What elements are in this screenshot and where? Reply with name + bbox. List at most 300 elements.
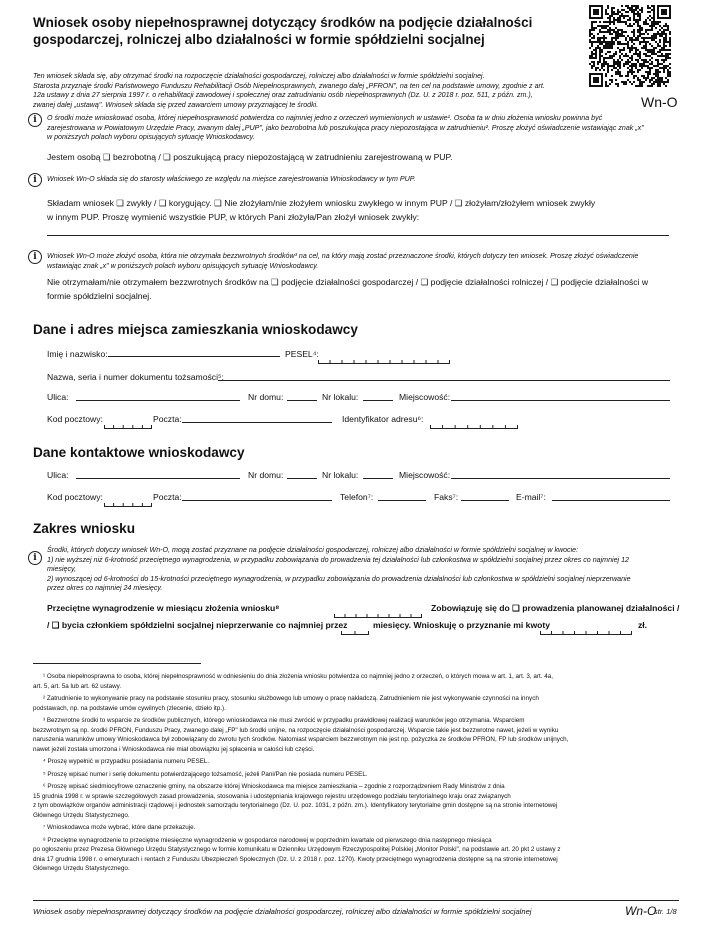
address-id-input[interactable] [430, 416, 518, 422]
qr-module [659, 71, 661, 73]
qr-module [595, 55, 597, 57]
qr-module [625, 83, 627, 85]
qr-module [657, 73, 659, 75]
qr-module [655, 69, 657, 71]
qr-finder-inner [593, 9, 599, 15]
qr-module [639, 19, 641, 21]
qr-module [599, 69, 601, 71]
info-line: 1) nie wyższej niż 6-krotność przeciętnego wynagrodzenia, w przypadku zobowiązania do prowadzenia tej działalności lub członkostwa w spółdzielni socjalnej przez okres co najmniej 12 [47, 555, 629, 564]
qr-module [623, 9, 625, 11]
qr-module [601, 49, 603, 51]
qr-module [651, 35, 653, 37]
qr-module [621, 9, 623, 11]
qr-module [643, 59, 645, 61]
qr-module [653, 33, 655, 35]
qr-module [643, 45, 645, 47]
qr-module [651, 77, 653, 79]
post-office-input[interactable] [182, 422, 332, 423]
section-heading-residence: Dane i adres miejsca zamieszkania wnioskodawcy [33, 322, 358, 337]
qr-module [621, 29, 623, 31]
contact-flat-label: Nr lokalu: [322, 470, 359, 480]
qr-module [639, 29, 641, 31]
qr-module [625, 63, 627, 65]
qr-code-icon [589, 5, 671, 87]
form-title-line2: gospodarczej, rolniczej albo działalności w formie spółdzielni socjalnej [33, 32, 485, 47]
qr-module [607, 29, 609, 31]
qr-module [657, 23, 659, 25]
qr-module [637, 71, 639, 73]
pesel-input[interactable] [318, 351, 450, 357]
contact-city-label: Miejscowość: [399, 470, 451, 480]
qr-module [631, 47, 633, 49]
qr-module [651, 49, 653, 51]
qr-module [631, 55, 633, 57]
qr-module [629, 71, 631, 73]
qr-module [645, 55, 647, 57]
qr-module [619, 71, 621, 73]
qr-module [641, 63, 643, 65]
qr-module [649, 19, 651, 21]
avg-wage-input[interactable] [334, 605, 422, 611]
qr-module [643, 47, 645, 49]
qr-module [613, 29, 615, 31]
qr-module [593, 53, 595, 55]
qr-module [627, 71, 629, 73]
info-line: miesięcy, [47, 565, 77, 574]
qr-module [611, 15, 613, 17]
qr-module [655, 33, 657, 35]
qr-module [609, 45, 611, 47]
street-input[interactable] [76, 400, 240, 401]
qr-module [635, 5, 637, 7]
flat-number-input[interactable] [363, 400, 393, 401]
qr-module [611, 41, 613, 43]
qr-module [637, 5, 639, 7]
qr-module [593, 57, 595, 59]
qr-module [655, 21, 657, 23]
name-input[interactable] [108, 356, 280, 357]
qr-module [647, 41, 649, 43]
qr-module [659, 63, 661, 65]
qr-module [599, 59, 601, 61]
qr-module [629, 47, 631, 49]
qr-module [669, 45, 671, 47]
qr-module [631, 41, 633, 43]
qr-module [665, 53, 667, 55]
qr-module [593, 37, 595, 39]
intro-line: 12a ustawy z dnia 27 sierpnia 1997 r. o rehabilitacji zawodowej i społecznej oraz zatrudnianiu osób niepełnosprawnych (Dz. U. z 2018 r. poz. 511, z późn. zm.), [33, 91, 533, 100]
qr-module [621, 75, 623, 77]
qr-module [625, 15, 627, 17]
id-document-input[interactable] [218, 380, 670, 381]
qr-module [625, 43, 627, 45]
qr-module [639, 33, 641, 35]
qr-module [619, 67, 621, 69]
qr-module [615, 67, 617, 69]
qr-module [595, 53, 597, 55]
qr-module [621, 31, 623, 33]
qr-module [653, 35, 655, 37]
qr-module [599, 39, 601, 41]
qr-module [633, 11, 635, 13]
qr-module [651, 23, 653, 25]
contact-postcode-input[interactable] [104, 494, 152, 500]
info-amount-ranges [47, 546, 675, 594]
postcode-input[interactable] [104, 416, 152, 422]
qr-module [633, 5, 635, 7]
footnote-line: naruszenia warunków umowy Wnioskodawca był zobowiązany do zwrotu tych środków. Natomiast wsparciem bezzwrotnym nie jest np. pożyczka ze środków PFRON, FP lub środków unijnych, [33, 736, 569, 743]
qr-module [609, 65, 611, 67]
qr-module [651, 67, 653, 69]
qr-module [605, 31, 607, 33]
qr-module [641, 67, 643, 69]
qr-module [651, 85, 653, 87]
qr-module [651, 53, 653, 55]
qr-module [663, 61, 665, 63]
qr-module [589, 35, 591, 37]
qr-module [613, 11, 615, 13]
footnote-line: podstawach, np. na podstawie umów cywilnych (zlecenie, dzieło itp.). [33, 704, 226, 712]
qr-module [641, 65, 643, 67]
qr-module [651, 63, 653, 65]
footnote-divider [33, 663, 201, 664]
footnote-line: po ogłoszeniu przez Prezesa Głównego Urzędu Statystycznego w formie komunikatu w Dzienniku Urzędowym Rzeczypospolitej Polskiej „Monitor Polski", na podstawie art. 20 pkt 2 ustawy z [33, 846, 561, 853]
qr-module [623, 47, 625, 49]
qr-module [653, 73, 655, 75]
qr-module [665, 55, 667, 57]
qr-module [595, 21, 597, 23]
street-label: Ulica: [47, 392, 69, 402]
qr-module [651, 17, 653, 19]
city-input[interactable] [451, 400, 670, 401]
qr-module [619, 63, 621, 65]
qr-module [653, 37, 655, 39]
qr-module [647, 61, 649, 63]
qr-module [639, 57, 641, 59]
qr-module [613, 55, 615, 57]
qr-module [633, 39, 635, 41]
qr-module [627, 19, 629, 21]
commitment-label[interactable]: Zobowiązuję się do ❑ prowadzenia planowanej działalności / [431, 603, 680, 613]
qr-module [645, 59, 647, 61]
qr-module [611, 55, 613, 57]
qr-module [627, 59, 629, 61]
qr-module [639, 41, 641, 43]
qr-module [621, 53, 623, 55]
qr-module [621, 5, 623, 7]
info-icon: i [28, 173, 42, 187]
qr-module [637, 49, 639, 51]
qr-module [633, 9, 635, 11]
qr-module [615, 35, 617, 37]
qr-module [593, 27, 595, 29]
qr-module [643, 75, 645, 77]
qr-module [651, 9, 653, 11]
qr-module [665, 45, 667, 47]
qr-module [593, 49, 595, 51]
qr-module [635, 53, 637, 55]
qr-module [647, 49, 649, 51]
qr-module [613, 63, 615, 65]
footnote-line: Głównego Urzędu Statystycznego. [33, 865, 130, 872]
qr-module [599, 25, 601, 27]
qr-module [667, 25, 669, 27]
qr-module [663, 49, 665, 51]
months-input[interactable] [341, 622, 369, 628]
contact-house-input[interactable] [287, 478, 317, 479]
qr-module [591, 25, 593, 27]
qr-module [609, 79, 611, 81]
qr-module [637, 77, 639, 79]
qr-module [659, 81, 661, 83]
qr-module [611, 57, 613, 59]
qr-module [609, 51, 611, 53]
qr-module [649, 59, 651, 61]
qr-module [663, 41, 665, 43]
statement-unemployed[interactable]: Jestem osobą ❑ bezrobotną / ❑ poszukującą pracy niepozostającą w zatrudnieniu zarejestrowaną w PUP. [47, 152, 453, 162]
qr-module [667, 81, 669, 83]
qr-module [651, 45, 653, 47]
qr-module [593, 35, 595, 37]
qr-module [637, 55, 639, 57]
contact-city-input[interactable] [451, 478, 670, 479]
qr-module [649, 15, 651, 17]
qr-module [631, 69, 633, 71]
qr-module [663, 67, 665, 69]
statement-application-type[interactable] [47, 196, 673, 224]
qr-module [669, 41, 671, 43]
qr-module [655, 41, 657, 43]
contact-flat-input[interactable] [363, 478, 393, 479]
qr-module [621, 13, 623, 15]
post-office-label: Poczta: [153, 414, 182, 424]
qr-module [603, 27, 605, 29]
qr-module [657, 85, 659, 87]
qr-module [667, 73, 669, 75]
footnote-line: dnia 17 grudnia 1998 r. o emeryturach i rentach z Funduszu Ubezpieczeń Społecznych (Dz. U. z 2018 r. poz. 1270). Kwoty przeciętnego wynagrodzenia dostępne są na stronie internetowej [33, 855, 558, 863]
qr-module [591, 61, 593, 63]
qr-module [597, 25, 599, 27]
qr-module [605, 81, 607, 83]
qr-module [641, 81, 643, 83]
qr-module [597, 47, 599, 49]
qr-module [649, 11, 651, 13]
currency-label: zł. [638, 620, 648, 630]
qr-module [669, 71, 671, 73]
qr-module [613, 21, 615, 23]
qr-module [617, 31, 619, 33]
info-non-repayable [47, 252, 675, 271]
qr-module [619, 15, 621, 17]
qr-module [667, 71, 669, 73]
qr-module [615, 71, 617, 73]
qr-module [651, 27, 653, 29]
qr-module [605, 53, 607, 55]
qr-module [649, 73, 651, 75]
qr-module [613, 23, 615, 25]
qr-module [597, 67, 599, 69]
qr-module [635, 39, 637, 41]
qr-module [643, 33, 645, 35]
address-id-label: Identyfikator adresu⁶: [342, 414, 424, 424]
qr-module [615, 53, 617, 55]
info-eligibility [47, 114, 675, 143]
qr-module [631, 65, 633, 67]
qr-module [653, 21, 655, 23]
qr-module [669, 37, 671, 39]
qr-module [595, 69, 597, 71]
contact-street-input[interactable] [76, 478, 240, 479]
qr-module [669, 53, 671, 55]
qr-module [665, 39, 667, 41]
qr-module [661, 79, 663, 81]
qr-module [593, 61, 595, 63]
qr-module [609, 27, 611, 29]
qr-module [617, 35, 619, 37]
qr-module [651, 57, 653, 59]
info-line: Środki, których dotyczy wniosek Wn-O, mogą zostać przyznane na podjęcie działalności gospodarczej, rolniczej albo działalności w formie spółdzielni socjalnej w kwocie: [47, 546, 579, 554]
contact-post-office-input[interactable] [182, 500, 332, 501]
qr-module [595, 57, 597, 59]
qr-module [663, 43, 665, 45]
qr-module [619, 21, 621, 23]
qr-module [653, 83, 655, 85]
qr-module [647, 71, 649, 73]
qr-module [621, 81, 623, 83]
qr-module [601, 67, 603, 69]
qr-module [613, 59, 615, 61]
qr-module [639, 69, 641, 71]
other-pup-field[interactable] [47, 235, 669, 236]
qr-module [635, 75, 637, 77]
qr-module [617, 59, 619, 61]
qr-module [647, 23, 649, 25]
qr-module [669, 73, 671, 75]
qr-module [627, 47, 629, 49]
qr-module [595, 67, 597, 69]
footnote-line: ³ Bezzwrotne środki to wsparcie ze środków publicznych, którego wnioskodawca nie musi zwrócić w przypadku prawidłowej realizacji warunków jego otrzymania. Wsparciem [43, 717, 525, 724]
qr-module [599, 57, 601, 59]
qr-module [617, 33, 619, 35]
footnote-line: ² Zatrudnienie to wykonywanie pracy na podstawie stosunku pracy, stosunku służbowego lub umowy o pracę nakładczą. Zatrudnieniem nie jest wykonywanie czynności na innych [43, 695, 539, 702]
qr-module [643, 65, 645, 67]
qr-module [645, 31, 647, 33]
qr-module [609, 29, 611, 31]
qr-module [613, 65, 615, 67]
qr-module [617, 11, 619, 13]
postcode-label: Kod pocztowy: [47, 414, 103, 424]
qr-module [639, 43, 641, 45]
qr-module [631, 71, 633, 73]
info-line: przez okres co najmniej 24 miesięcy. [47, 584, 163, 593]
qr-module [619, 17, 621, 19]
qr-module [631, 25, 633, 27]
qr-module [643, 63, 645, 65]
qr-module [657, 81, 659, 83]
qr-module [619, 51, 621, 53]
qr-module [613, 13, 615, 15]
qr-module [649, 71, 651, 73]
qr-module [611, 39, 613, 41]
qr-module [637, 37, 639, 39]
qr-module [627, 11, 629, 13]
qr-module [643, 81, 645, 83]
qr-module [637, 23, 639, 25]
qr-module [663, 45, 665, 47]
city-label: Miejscowość: [399, 392, 451, 402]
qr-module [629, 19, 631, 21]
qr-module [603, 65, 605, 67]
qr-module [639, 9, 641, 11]
qr-module [607, 43, 609, 45]
qr-module [595, 49, 597, 51]
membership-label[interactable]: / ❑ bycia członkiem spółdzielni socjalnej nieprzerwanie co najmniej przez [47, 620, 348, 630]
footer-divider [33, 900, 679, 901]
qr-module [615, 13, 617, 15]
footnote-line: ⁶ Proszę wpisać siedmiocyfrowe oznaczenie gminy, na obszarze której Wnioskodawca ma miejsce zamieszkania – zgodnie z rozporządzeniem Rady Ministrów z dnia [43, 783, 505, 790]
qr-module [659, 41, 661, 43]
qr-module [649, 69, 651, 71]
qr-module [631, 83, 633, 85]
qr-module [637, 19, 639, 21]
qr-module [603, 31, 605, 33]
qr-module [641, 75, 643, 77]
qr-module [669, 43, 671, 45]
qr-module [591, 33, 593, 35]
qr-module [637, 69, 639, 71]
qr-module [641, 85, 643, 87]
qr-module [645, 29, 647, 31]
qr-module [603, 21, 605, 23]
qr-module [653, 5, 655, 7]
fax-input[interactable] [461, 500, 509, 501]
qr-module [605, 85, 607, 87]
qr-module [611, 43, 613, 45]
qr-module [609, 15, 611, 17]
qr-module [663, 59, 665, 61]
qr-module [603, 37, 605, 39]
qr-module [645, 37, 647, 39]
qr-module [599, 53, 601, 55]
qr-module [597, 61, 599, 63]
qr-module [591, 53, 593, 55]
statement-no-funds[interactable] [47, 275, 673, 303]
qr-module [595, 41, 597, 43]
qr-module [667, 57, 669, 59]
qr-module [665, 29, 667, 31]
house-number-input[interactable] [287, 400, 317, 401]
qr-module [621, 15, 623, 17]
qr-module [633, 29, 635, 31]
qr-module [629, 7, 631, 9]
qr-module [599, 55, 601, 57]
qr-module [639, 81, 641, 83]
amount-input[interactable] [540, 622, 632, 628]
statement-line: w innym PUP. Proszę wymienić wszystkie PUP, w których Pani złożyła/Pan złożył wniosek zwykły: [47, 212, 420, 222]
email-input[interactable] [552, 500, 670, 501]
qr-module [659, 55, 661, 57]
qr-module [659, 51, 661, 53]
qr-module [613, 41, 615, 43]
phone-input[interactable] [378, 500, 426, 501]
qr-module [663, 71, 665, 73]
qr-module [643, 23, 645, 25]
qr-module [653, 11, 655, 13]
qr-module [629, 17, 631, 19]
qr-module [663, 39, 665, 41]
qr-module [631, 73, 633, 75]
qr-module [633, 65, 635, 67]
